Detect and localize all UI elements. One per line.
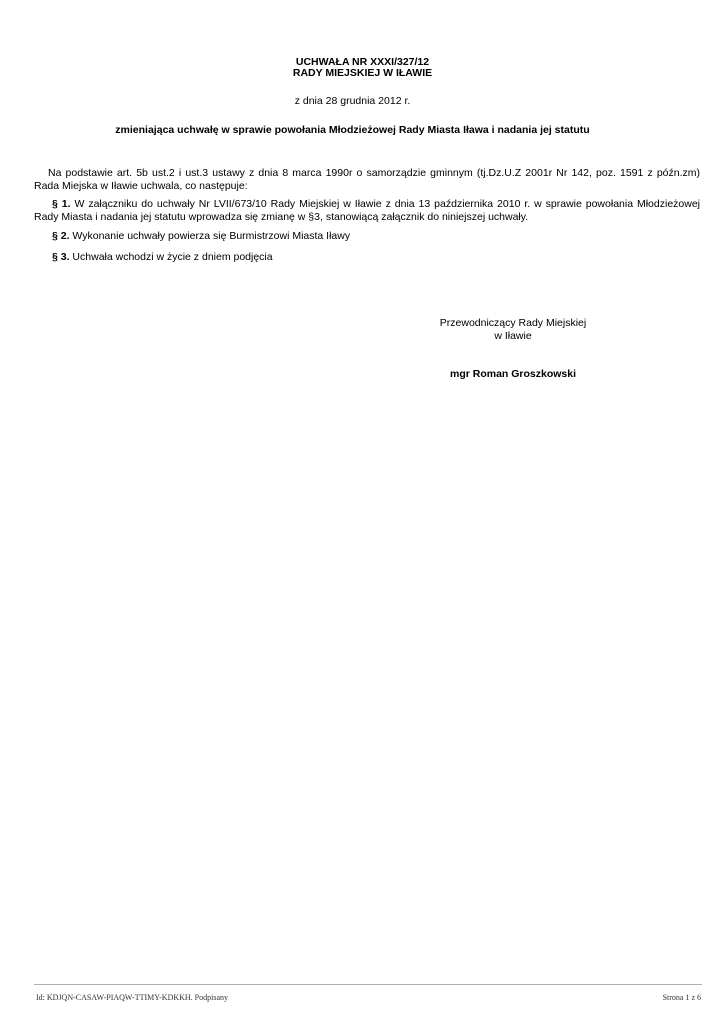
council-name: RADY MIEJSKIEJ W IŁAWIE xyxy=(292,67,433,79)
resolution-date: z dnia 28 grudnia 2012 r. xyxy=(294,95,411,107)
section-3-text: Uchwała wchodzi w życie z dniem podjęcia xyxy=(69,251,273,263)
resolution-number: UCHWAŁA NR XXXI/327/12 xyxy=(295,56,430,68)
footer-page-number: Strona 1 z 6 xyxy=(662,993,701,1002)
section-1-text: W załączniku do uchwały Nr LVII/673/10 Rady Miejskiej w Iławie z dnia 13 października 2010 r. w sprawie powołania Młodzieżowej Rady Miasta i nadania jej statutu wprowadza się zmianę w §3, stanowiącą załącznik do niniejszej uchwały. xyxy=(34,198,701,223)
resolution-subject: zmieniająca uchwałę w sprawie powołania Młodzieżowej Rady Miasta Iława i nadania jej statutu xyxy=(115,124,590,136)
signature-role-line1: Przewodniczący Rady Miejskiej xyxy=(439,317,587,329)
section-2 xyxy=(34,230,700,243)
signature-role-line2: w Iławie xyxy=(494,329,532,342)
section-2-text: Wykonanie uchwały powierza się Burmistrzowi Miasta Iławy xyxy=(69,230,351,242)
footer-document-id: Id: KDJQN-CASAW-PIAQW-TTIMY-KDKKH. Podpisany xyxy=(36,993,229,1002)
section-3 xyxy=(34,251,700,264)
section-2-label: § 2. xyxy=(52,230,70,242)
section-3-label: § 3. xyxy=(52,251,70,263)
signature-role xyxy=(405,317,621,342)
legal-basis-paragraph: Na podstawie art. 5b ust.2 i ust.3 ustawy z dnia 8 marca 1990r o samorządzie gminnym (tj.Dz.U.Z 2001r Nr 142, poz. 1591 z późn.zm) Rada Miejska w Iławie uchwala, co następuje: xyxy=(34,167,700,192)
footer-divider xyxy=(34,984,702,985)
signatory-name: mgr Roman Groszkowski xyxy=(449,368,577,380)
section-1-label: § 1. xyxy=(52,198,71,210)
section-1 xyxy=(34,198,700,223)
